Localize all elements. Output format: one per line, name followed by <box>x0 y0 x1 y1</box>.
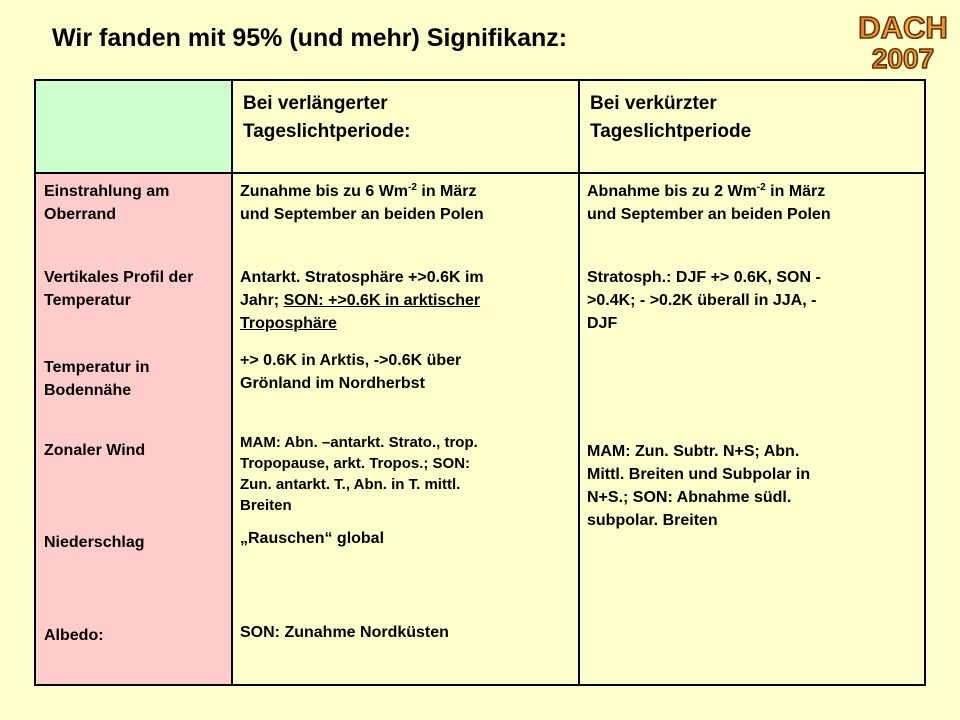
header-longer-daylight <box>233 81 580 174</box>
row-label-zonal-wind: Zonaler Wind <box>44 442 146 459</box>
longer-daylight-column <box>233 174 580 684</box>
longer-wind-text: MAM: Abn. –antarkt. Strato., trop. Tropopause, arkt. Tropos.; SON: Zun. antarkt. T., Abn. in T. mittl. Breiten <box>240 434 478 514</box>
header-shorter-line1: Bei verkürzter <box>590 93 717 114</box>
longer-radiation-text: Zunahme bis zu 6 $Wm^{-2}$ in März und September an beiden Polen <box>240 182 484 223</box>
longer-profile-text: Antarkt. Stratosphäre +>0.6K im Jahr; SON: +>0.6K in arktischer Troposphäre <box>240 269 484 332</box>
shorter-daylight-column <box>580 174 924 684</box>
header-shorter-line2: Tageslichtperiode <box>590 121 752 142</box>
logo-line1: DACH <box>858 10 948 45</box>
header-corner-cell <box>36 81 233 174</box>
longer-surface-text: +> 0.6K in Arktis, ->0.6K über Grönland im Nordherbst <box>240 352 462 392</box>
header-shorter-daylight <box>580 81 924 174</box>
header-longer-line1: Bei verlängerter <box>243 93 388 114</box>
logo-line2: 2007 <box>871 43 935 72</box>
longer-precip-text: „Rauschen“ global <box>240 530 385 547</box>
row-label-surface-temperature: Temperatur in Bodennähe <box>44 359 150 399</box>
row-label-radiation: Einstrahlung am Oberrand <box>44 183 170 223</box>
shorter-radiation-text: Abnahme bis zu 2 $Wm^{-2}$ in März und September an beiden Polen <box>587 182 831 223</box>
row-label-temperature-profile: Vertikales Profil der Temperatur <box>44 269 194 309</box>
results-table <box>34 79 926 686</box>
shorter-profile-text: Stratosph.: DJF +> 0.6K, SON - >0.4K; - >0.2K überall in JJA, - DJF <box>587 269 821 332</box>
longer-albedo-text: SON: Zunahme Nordküsten <box>240 624 449 641</box>
shorter-wind-text: MAM: Zun. Subtr. N+S; Abn. Mittl. Breiten und Subpolar in N+S.; SON: Abnahme südl. subpolar. Breiten <box>587 443 811 529</box>
dach-2007-logo <box>858 6 948 72</box>
row-label-precipitation: Niederschlag <box>44 534 145 551</box>
header-longer-line2: Tageslichtperiode: <box>243 121 411 142</box>
page-title: Wir fanden mit 95% (und mehr) Signifikanz: <box>52 24 568 52</box>
row-label-albedo: Albedo: <box>44 627 104 644</box>
row-labels-column <box>36 174 233 684</box>
